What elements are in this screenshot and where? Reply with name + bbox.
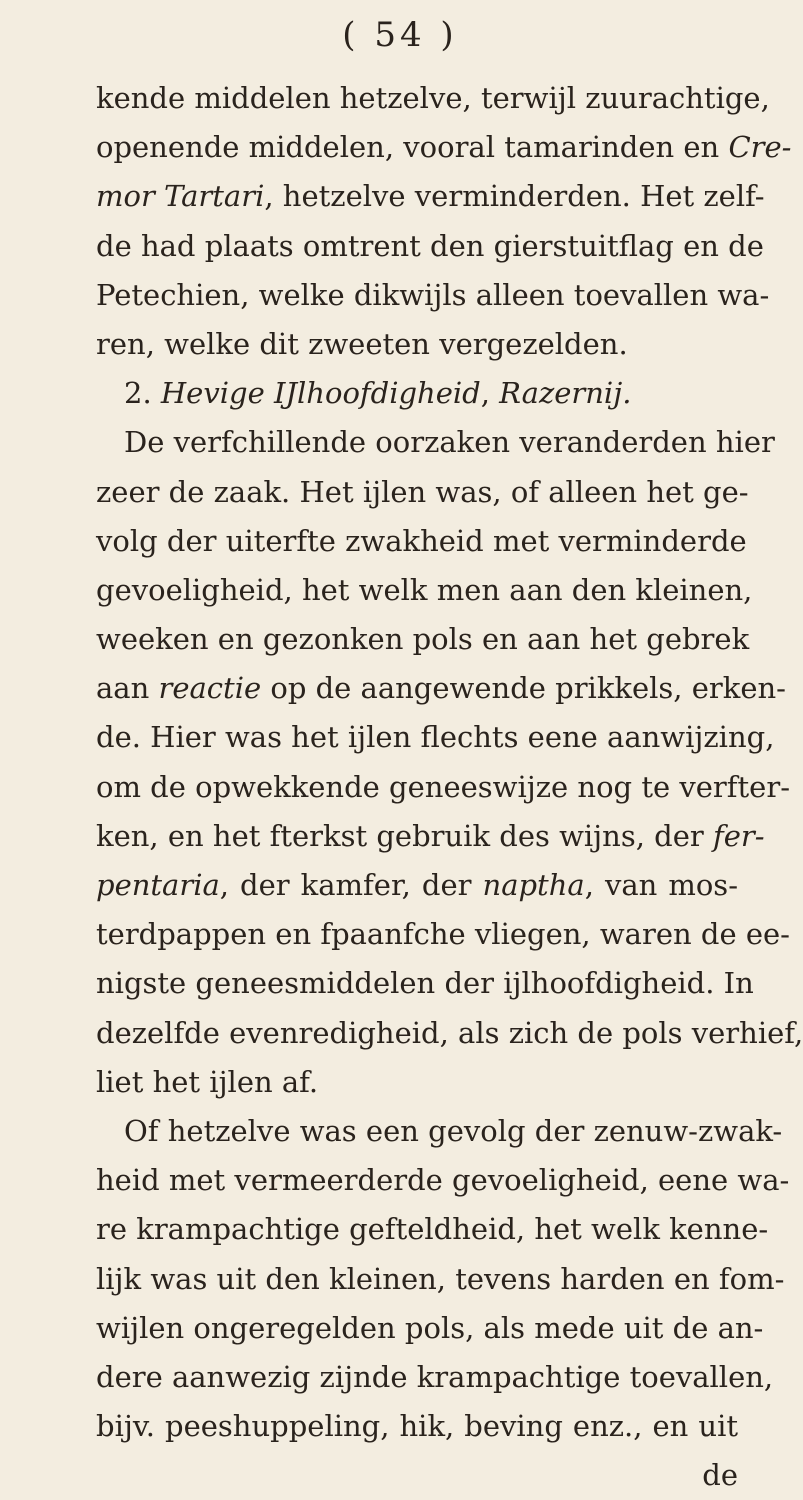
text-run: 2. [124, 376, 161, 411]
text-line [96, 1451, 738, 1500]
text-run: liet het ijlen af. [96, 1064, 319, 1099]
text-run: re krampachtige gefteldheid, het welk kenne- [96, 1212, 769, 1247]
text-run: de had plaats omtrent den gierstuitflag en de [96, 228, 764, 263]
text-line [96, 910, 790, 959]
text-line [96, 1205, 769, 1254]
text-line [96, 123, 792, 172]
text-line [96, 369, 738, 418]
text-run: zeer de zaak. Het ijlen was, of alleen het ge- [96, 474, 749, 509]
text-line [96, 1353, 774, 1402]
text-line [96, 713, 775, 762]
italic-run: Razernij. [499, 376, 632, 411]
text-line [96, 418, 775, 467]
text-line [96, 517, 747, 566]
text-line [96, 222, 764, 271]
text-run: volg der uiterfte zwakheid met verminderde [96, 523, 747, 558]
text-run: kende middelen hetzelve, terwijl zuurachtige, [96, 81, 770, 115]
text-run: bijv. peeshuppeling, hik, beving enz., en uit [96, 1409, 738, 1444]
text-run: lijk was uit den kleinen, tevens harden en fom- [96, 1261, 785, 1296]
text-line [96, 271, 770, 320]
italic-run: mor Tartari [96, 179, 265, 214]
text-run: openende middelen, vooral tamarinden en [96, 130, 729, 165]
text-line [96, 1255, 785, 1304]
text-line [96, 468, 749, 517]
text-line [96, 1402, 738, 1451]
italic-run: fer- [712, 818, 765, 853]
text-line [96, 615, 750, 664]
text-run: de [702, 1458, 738, 1493]
text-run: De verfchillende oorzaken veranderden hier [124, 425, 775, 460]
text-line [96, 1304, 764, 1353]
text-run: op de aangewende prikkels, erken- [261, 671, 786, 706]
text-line [96, 812, 765, 861]
italic-run: reactie [158, 671, 262, 706]
text-run: om de opwekkende geneeswijze nog te verfter- [96, 769, 790, 804]
text-run: ken, en het fterkst gebruik des wijns, der [96, 818, 713, 853]
text-run: , [480, 376, 500, 411]
text-run: , der kamfer, der [219, 868, 483, 902]
italic-run: Cre- [728, 130, 792, 165]
text-run: Petechien, welke dikwijls alleen toevallen wa- [96, 277, 770, 312]
text-run: de. Hier was het ijlen flechts eene aanwijzing, [96, 720, 775, 755]
text-run: wijlen ongeregelden pols, als mede uit de an- [96, 1310, 764, 1345]
text-run: Of hetzelve was een gevolg der zenuw-zwak- [124, 1113, 783, 1148]
text-line [96, 172, 765, 221]
text-run: , van mos- [584, 868, 738, 902]
text-run: heid met vermeerderde gevoeligheid, eene wa- [96, 1163, 790, 1198]
text-line [96, 1009, 803, 1058]
italic-run: naptha [482, 868, 585, 902]
text-line [96, 1107, 783, 1156]
text-line [96, 959, 754, 1008]
text-line [96, 664, 786, 713]
text-line [96, 566, 753, 615]
text-line [96, 861, 738, 910]
text-run: ren, welke dit zweeten vergezelden. [96, 326, 628, 361]
italic-run: pentaria [96, 868, 220, 902]
text-run: , hetzelve verminderden. Het zelf- [264, 179, 765, 214]
text-run: terdpappen en fpaanfche vliegen, waren de ee- [96, 917, 790, 952]
text-line [96, 320, 738, 369]
text-line [96, 763, 790, 812]
text-run: weeken en gezonken pols en aan het gebrek [96, 622, 750, 657]
text-run: aan [96, 671, 159, 706]
text-run: dere aanwezig zijnde krampachtige toevallen, [96, 1359, 774, 1394]
italic-run: Hevige IJlhoofdigheid [160, 376, 481, 411]
text-run: dezelfde evenredigheid, als zich de pols verhief, [96, 1015, 803, 1050]
text-run: nigste geneesmiddelen der ijlhoofdigheid. In [96, 966, 754, 1001]
text-line [96, 74, 770, 123]
text-line [96, 1058, 738, 1107]
text-line [96, 1156, 790, 1205]
text-run: gevoeligheid, het welk men aan den kleinen, [96, 572, 753, 607]
page-number: ( 54 ) [342, 15, 458, 55]
body-text [96, 74, 803, 1500]
